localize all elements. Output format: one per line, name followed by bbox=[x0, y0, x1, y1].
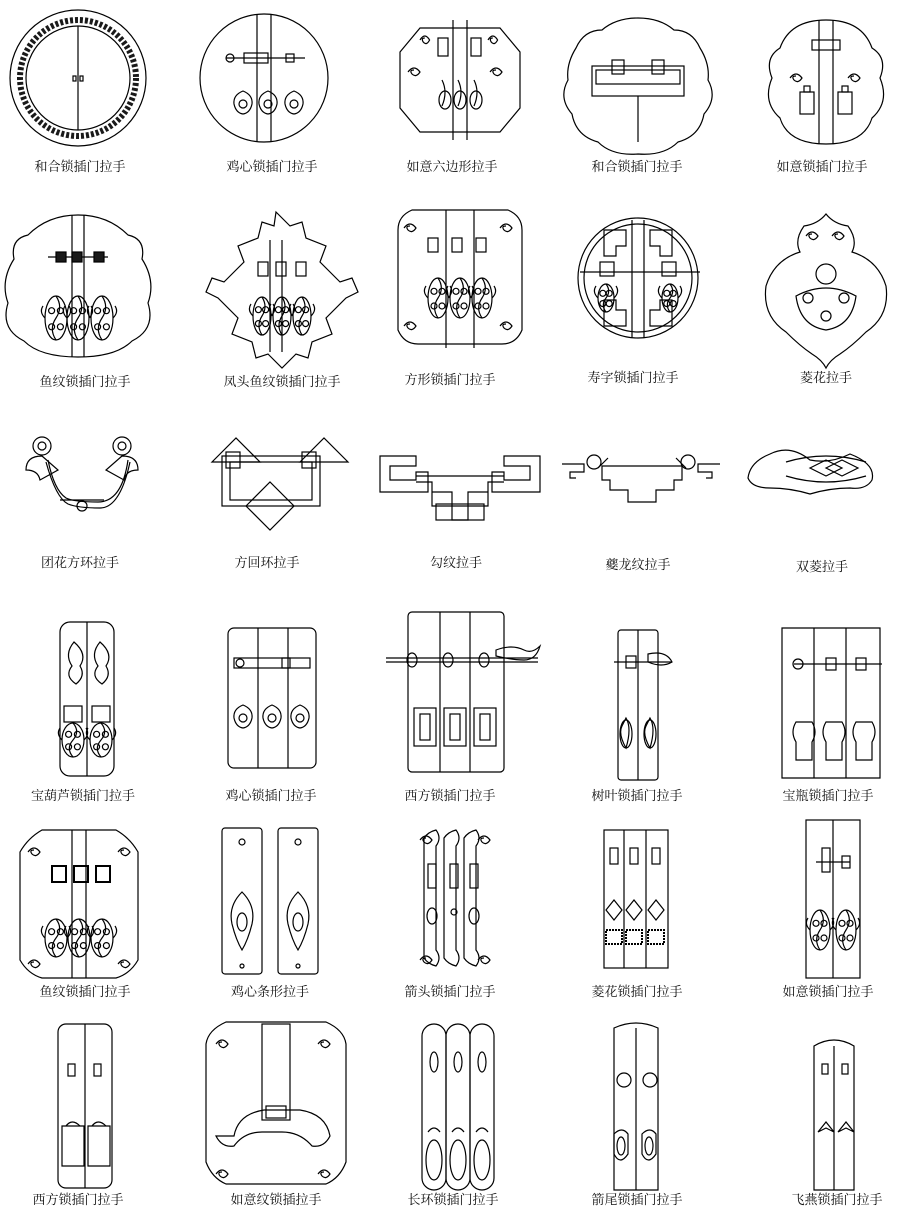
caption-r4-c5: 宝瓶锁插门拉手 bbox=[782, 789, 874, 804]
item-r5-c3 bbox=[420, 830, 490, 966]
item-r2-c2 bbox=[206, 212, 358, 368]
caption-r3-c2: 方回环拉手 bbox=[234, 556, 300, 571]
caption-r2-c1: 鱼纹锁插门拉手 bbox=[39, 375, 131, 390]
caption-r1-c2: 鸡心锁插门拉手 bbox=[226, 160, 318, 175]
item-r1-c3 bbox=[400, 20, 520, 140]
item-r1-c4 bbox=[564, 18, 712, 154]
item-r4-c1 bbox=[58, 622, 115, 776]
caption-r1-c3: 如意六边形拉手 bbox=[406, 160, 498, 175]
caption-r4-c1: 宝葫芦锁插门拉手 bbox=[30, 789, 135, 804]
item-r2-c5 bbox=[765, 214, 886, 368]
item-r5-c4 bbox=[604, 830, 668, 968]
item-r5-c5 bbox=[806, 820, 860, 978]
item-r3-c3 bbox=[380, 456, 540, 520]
caption-r3-c4: 夔龙纹拉手 bbox=[605, 558, 671, 573]
caption-r1-c5: 如意锁插门拉手 bbox=[776, 160, 868, 175]
item-r6-c5 bbox=[814, 1040, 854, 1190]
item-r4-c3 bbox=[386, 612, 540, 772]
item-r2-c3 bbox=[398, 210, 522, 348]
item-r3-c2 bbox=[212, 438, 348, 530]
caption-r6-c5: 飞燕锁插门拉手 bbox=[791, 1193, 883, 1208]
caption-r6-c4: 箭尾锁插门拉手 bbox=[591, 1193, 683, 1208]
caption-r1-c1: 和合锁插门拉手 bbox=[34, 160, 126, 175]
item-r1-c5 bbox=[768, 20, 883, 144]
item-r4-c2 bbox=[228, 628, 316, 768]
caption-r5-c3: 箭头锁插门拉手 bbox=[404, 985, 496, 1000]
item-r3-c1 bbox=[26, 437, 138, 511]
item-r1-c2 bbox=[200, 14, 328, 142]
item-r6-c2 bbox=[206, 1022, 346, 1184]
item-r2-c4 bbox=[578, 218, 700, 338]
item-r6-c4 bbox=[614, 1023, 658, 1190]
caption-r2-c5: 菱花拉手 bbox=[799, 371, 852, 386]
caption-r3-c5: 双菱拉手 bbox=[795, 560, 848, 575]
caption-r5-c5: 如意锁插门拉手 bbox=[782, 985, 874, 1000]
caption-r3-c1: 团花方环拉手 bbox=[40, 556, 119, 571]
caption-r4-c3: 西方锁插门拉手 bbox=[404, 789, 496, 804]
item-r3-c4 bbox=[562, 455, 720, 502]
caption-r4-c2: 鸡心锁插门拉手 bbox=[225, 789, 317, 804]
caption-r6-c1: 西方锁插门拉手 bbox=[32, 1193, 124, 1208]
item-r6-c1 bbox=[58, 1024, 112, 1188]
caption-r5-c1: 鱼纹锁插门拉手 bbox=[39, 985, 131, 1000]
item-r6-c3 bbox=[422, 1024, 494, 1190]
caption-r3-c3: 勾纹拉手 bbox=[429, 556, 482, 571]
item-r5-c2 bbox=[222, 828, 318, 974]
caption-r4-c4: 树叶锁插门拉手 bbox=[591, 789, 683, 804]
item-r2-c1 bbox=[5, 215, 151, 357]
caption-r6-c2: 如意纹锁插拉手 bbox=[230, 1193, 322, 1208]
caption-r6-c3: 长环锁插门拉手 bbox=[407, 1193, 499, 1208]
item-r1-c1 bbox=[10, 10, 146, 146]
caption-r5-c2: 鸡心条形拉手 bbox=[230, 985, 309, 1000]
item-r3-c5 bbox=[748, 450, 873, 494]
caption-r2-c4: 寿字锁插门拉手 bbox=[587, 371, 679, 386]
item-r4-c4 bbox=[614, 630, 672, 780]
caption-r2-c2: 凤头鱼纹锁插门拉手 bbox=[223, 375, 341, 390]
caption-r5-c4: 菱花锁插门拉手 bbox=[591, 985, 683, 1000]
item-r4-c5 bbox=[782, 628, 882, 778]
caption-r1-c4: 和合锁插门拉手 bbox=[591, 160, 683, 175]
caption-r2-c3: 方形锁插门拉手 bbox=[404, 373, 496, 388]
item-r5-c1 bbox=[20, 830, 138, 978]
